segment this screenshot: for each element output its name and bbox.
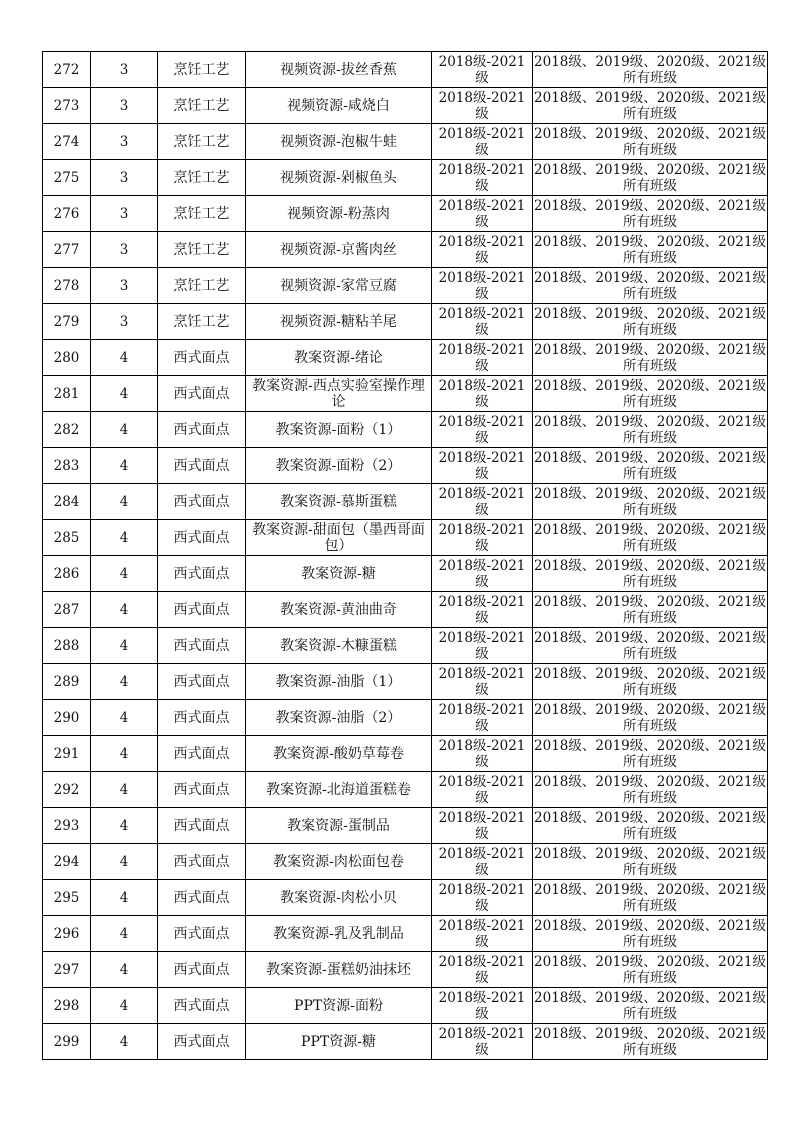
cell-classes: 2018级、2019级、2020级、2021级所有班级 [534, 665, 766, 698]
table-row [43, 1024, 768, 1060]
cell-resource: PPT资源-面粉 [246, 988, 432, 1024]
cell-term: 4 [91, 772, 158, 808]
cell-term: 4 [91, 916, 158, 952]
cell-resource: 视频资源-泡椒牛蛙 [246, 124, 432, 160]
cell-number: 286 [43, 556, 91, 592]
cell-grade: 2018级-2021级 [432, 448, 533, 484]
cell-classes: 2018级、2019级、2020级、2021级所有班级 [534, 953, 766, 986]
cell-grade: 2018级-2021级 [432, 88, 533, 124]
cell-term: 4 [91, 628, 158, 664]
cell-term: 4 [91, 880, 158, 916]
cell-number: 284 [43, 484, 91, 520]
cell-resource: 教案资源-油脂（2） [246, 700, 432, 736]
resource-table-page [42, 51, 767, 1060]
table-row [43, 88, 768, 124]
cell-term: 4 [91, 556, 158, 592]
table-row [43, 628, 768, 664]
cell-classes: 2018级、2019级、2020级、2021级所有班级 [534, 737, 766, 770]
cell-classes: 2018级、2019级、2020级、2021级所有班级 [534, 557, 766, 590]
cell-resource: 视频资源-咸烧白 [246, 88, 432, 124]
cell-term: 3 [91, 268, 158, 304]
cell-classes: 2018级、2019级、2020级、2021级所有班级 [534, 845, 766, 878]
table-row [43, 196, 768, 232]
table-row [43, 124, 768, 160]
cell-number: 285 [43, 520, 91, 556]
cell-grade: 2018级-2021级 [432, 232, 533, 268]
cell-resource: 教案资源-黄油曲奇 [246, 592, 432, 628]
table-row [43, 52, 768, 88]
cell-classes: 2018级、2019级、2020级、2021级所有班级 [534, 233, 766, 266]
cell-number: 275 [43, 160, 91, 196]
cell-course: 烹饪工艺 [158, 268, 246, 304]
cell-resource: 教案资源-肉松面包卷 [246, 844, 432, 880]
table-row [43, 772, 768, 808]
cell-resource: 教案资源-木糠蛋糕 [246, 628, 432, 664]
cell-term: 4 [91, 340, 158, 376]
cell-number: 273 [43, 88, 91, 124]
cell-term: 4 [91, 520, 158, 556]
cell-term: 3 [91, 196, 158, 232]
cell-resource: 视频资源-拔丝香蕉 [246, 52, 432, 88]
table-row [43, 304, 768, 340]
cell-number: 287 [43, 592, 91, 628]
table-row [43, 664, 768, 700]
cell-course: 西式面点 [158, 376, 246, 412]
cell-classes: 2018级、2019级、2020级、2021级所有班级 [534, 341, 766, 374]
cell-number: 274 [43, 124, 91, 160]
cell-course: 烹饪工艺 [158, 232, 246, 268]
cell-resource: 教案资源-甜面包（墨西哥面包） [246, 520, 432, 556]
cell-classes: 2018级、2019级、2020级、2021级所有班级 [534, 197, 766, 230]
cell-grade: 2018级-2021级 [432, 268, 533, 304]
cell-term: 3 [91, 232, 158, 268]
cell-course: 西式面点 [158, 340, 246, 376]
cell-number: 278 [43, 268, 91, 304]
resource-table [42, 51, 768, 1060]
cell-number: 294 [43, 844, 91, 880]
table-row [43, 268, 768, 304]
cell-resource: 视频资源-京酱肉丝 [246, 232, 432, 268]
cell-classes: 2018级、2019级、2020级、2021级所有班级 [534, 269, 766, 302]
table-row [43, 736, 768, 772]
cell-resource: 教案资源-面粉（2） [246, 448, 432, 484]
cell-course: 烹饪工艺 [158, 88, 246, 124]
cell-resource: 教案资源-肉松小贝 [246, 880, 432, 916]
cell-grade: 2018级-2021级 [432, 124, 533, 160]
table-body [43, 52, 768, 1060]
cell-number: 290 [43, 700, 91, 736]
cell-classes: 2018级、2019级、2020级、2021级所有班级 [534, 629, 766, 662]
cell-course: 西式面点 [158, 736, 246, 772]
cell-term: 4 [91, 664, 158, 700]
cell-grade: 2018级-2021级 [432, 376, 533, 412]
cell-term: 4 [91, 448, 158, 484]
cell-classes: 2018级、2019级、2020级、2021级所有班级 [534, 989, 766, 1022]
cell-classes: 2018级、2019级、2020级、2021级所有班级 [534, 593, 766, 626]
cell-course: 烹饪工艺 [158, 52, 246, 88]
cell-grade: 2018级-2021级 [432, 916, 533, 952]
cell-classes: 2018级、2019级、2020级、2021级所有班级 [534, 881, 766, 914]
cell-term: 4 [91, 736, 158, 772]
table-row [43, 412, 768, 448]
cell-classes: 2018级、2019级、2020级、2021级所有班级 [534, 701, 766, 734]
cell-number: 279 [43, 304, 91, 340]
cell-classes: 2018级、2019级、2020级、2021级所有班级 [534, 1025, 766, 1058]
cell-classes: 2018级、2019级、2020级、2021级所有班级 [534, 773, 766, 806]
table-row [43, 700, 768, 736]
table-row [43, 592, 768, 628]
cell-course: 西式面点 [158, 664, 246, 700]
cell-classes: 2018级、2019级、2020级、2021级所有班级 [534, 917, 766, 950]
cell-term: 4 [91, 412, 158, 448]
cell-grade: 2018级-2021级 [432, 772, 533, 808]
table-row [43, 880, 768, 916]
cell-number: 283 [43, 448, 91, 484]
cell-grade: 2018级-2021级 [432, 988, 533, 1024]
cell-resource: 教案资源-糖 [246, 556, 432, 592]
cell-term: 3 [91, 52, 158, 88]
cell-course: 西式面点 [158, 556, 246, 592]
cell-course: 西式面点 [158, 520, 246, 556]
table-row [43, 952, 768, 988]
cell-classes: 2018级、2019级、2020级、2021级所有班级 [534, 809, 766, 842]
cell-grade: 2018级-2021级 [432, 520, 533, 556]
cell-course: 西式面点 [158, 808, 246, 844]
cell-course: 西式面点 [158, 880, 246, 916]
cell-course: 西式面点 [158, 844, 246, 880]
cell-term: 4 [91, 844, 158, 880]
cell-resource: 视频资源-剁椒鱼头 [246, 160, 432, 196]
cell-number: 299 [43, 1024, 91, 1060]
cell-term: 4 [91, 988, 158, 1024]
cell-grade: 2018级-2021级 [432, 628, 533, 664]
cell-grade: 2018级-2021级 [432, 844, 533, 880]
cell-number: 289 [43, 664, 91, 700]
table-row [43, 556, 768, 592]
cell-resource: 教案资源-油脂（1） [246, 664, 432, 700]
cell-classes: 2018级、2019级、2020级、2021级所有班级 [534, 377, 766, 410]
cell-course: 西式面点 [158, 1024, 246, 1060]
cell-classes: 2018级、2019级、2020级、2021级所有班级 [534, 413, 766, 446]
cell-term: 4 [91, 1024, 158, 1060]
cell-number: 288 [43, 628, 91, 664]
cell-resource: PPT资源-糖 [246, 1024, 432, 1060]
cell-resource: 教案资源-蛋制品 [246, 808, 432, 844]
cell-resource: 教案资源-酸奶草莓卷 [246, 736, 432, 772]
cell-classes: 2018级、2019级、2020级、2021级所有班级 [534, 449, 766, 482]
cell-course: 西式面点 [158, 700, 246, 736]
cell-resource: 教案资源-北海道蛋糕卷 [246, 772, 432, 808]
cell-term: 4 [91, 592, 158, 628]
cell-grade: 2018级-2021级 [432, 160, 533, 196]
table-row [43, 988, 768, 1024]
cell-classes: 2018级、2019级、2020级、2021级所有班级 [534, 53, 766, 86]
table-row [43, 448, 768, 484]
cell-number: 298 [43, 988, 91, 1024]
cell-resource: 教案资源-慕斯蛋糕 [246, 484, 432, 520]
cell-course: 烹饪工艺 [158, 160, 246, 196]
cell-grade: 2018级-2021级 [432, 52, 533, 88]
cell-grade: 2018级-2021级 [432, 880, 533, 916]
cell-term: 4 [91, 952, 158, 988]
cell-course: 西式面点 [158, 592, 246, 628]
cell-resource: 教案资源-面粉（1） [246, 412, 432, 448]
cell-resource: 教案资源-绪论 [246, 340, 432, 376]
cell-grade: 2018级-2021级 [432, 808, 533, 844]
cell-number: 277 [43, 232, 91, 268]
cell-grade: 2018级-2021级 [432, 700, 533, 736]
cell-course: 西式面点 [158, 628, 246, 664]
cell-grade: 2018级-2021级 [432, 1024, 533, 1060]
cell-course: 西式面点 [158, 988, 246, 1024]
table-row [43, 520, 768, 556]
cell-number: 272 [43, 52, 91, 88]
cell-term: 4 [91, 808, 158, 844]
cell-resource: 视频资源-家常豆腐 [246, 268, 432, 304]
cell-grade: 2018级-2021级 [432, 304, 533, 340]
cell-resource: 教案资源-蛋糕奶油抹坯 [246, 952, 432, 988]
cell-term: 4 [91, 700, 158, 736]
cell-grade: 2018级-2021级 [432, 664, 533, 700]
table-row [43, 916, 768, 952]
cell-classes: 2018级、2019级、2020级、2021级所有班级 [534, 305, 766, 338]
cell-term: 3 [91, 124, 158, 160]
cell-term: 4 [91, 376, 158, 412]
cell-number: 295 [43, 880, 91, 916]
table-row [43, 808, 768, 844]
cell-course: 西式面点 [158, 412, 246, 448]
cell-course: 西式面点 [158, 448, 246, 484]
cell-classes: 2018级、2019级、2020级、2021级所有班级 [534, 125, 766, 158]
cell-term: 4 [91, 484, 158, 520]
cell-course: 烹饪工艺 [158, 304, 246, 340]
cell-grade: 2018级-2021级 [432, 952, 533, 988]
table-row [43, 376, 768, 412]
table-row [43, 340, 768, 376]
cell-course: 西式面点 [158, 952, 246, 988]
cell-course: 西式面点 [158, 484, 246, 520]
cell-term: 3 [91, 304, 158, 340]
cell-grade: 2018级-2021级 [432, 484, 533, 520]
cell-number: 280 [43, 340, 91, 376]
cell-classes: 2018级、2019级、2020级、2021级所有班级 [534, 161, 766, 194]
cell-grade: 2018级-2021级 [432, 736, 533, 772]
cell-grade: 2018级-2021级 [432, 412, 533, 448]
cell-course: 西式面点 [158, 916, 246, 952]
cell-course: 西式面点 [158, 772, 246, 808]
cell-number: 297 [43, 952, 91, 988]
cell-grade: 2018级-2021级 [432, 340, 533, 376]
table-row [43, 484, 768, 520]
cell-grade: 2018级-2021级 [432, 196, 533, 232]
table-row [43, 844, 768, 880]
cell-grade: 2018级-2021级 [432, 592, 533, 628]
cell-number: 281 [43, 376, 91, 412]
table-row [43, 160, 768, 196]
cell-number: 296 [43, 916, 91, 952]
cell-number: 291 [43, 736, 91, 772]
cell-number: 293 [43, 808, 91, 844]
cell-number: 276 [43, 196, 91, 232]
cell-grade: 2018级-2021级 [432, 556, 533, 592]
cell-resource: 视频资源-糖粘羊尾 [246, 304, 432, 340]
cell-classes: 2018级、2019级、2020级、2021级所有班级 [534, 89, 766, 122]
cell-course: 烹饪工艺 [158, 124, 246, 160]
cell-term: 3 [91, 88, 158, 124]
cell-classes: 2018级、2019级、2020级、2021级所有班级 [534, 485, 766, 518]
cell-term: 3 [91, 160, 158, 196]
cell-number: 292 [43, 772, 91, 808]
cell-course: 烹饪工艺 [158, 196, 246, 232]
cell-resource: 视频资源-粉蒸肉 [246, 196, 432, 232]
cell-classes: 2018级、2019级、2020级、2021级所有班级 [534, 521, 766, 554]
cell-resource: 教案资源-西点实验室操作理论 [246, 376, 432, 412]
table-row [43, 232, 768, 268]
cell-resource: 教案资源-乳及乳制品 [246, 916, 432, 952]
cell-number: 282 [43, 412, 91, 448]
